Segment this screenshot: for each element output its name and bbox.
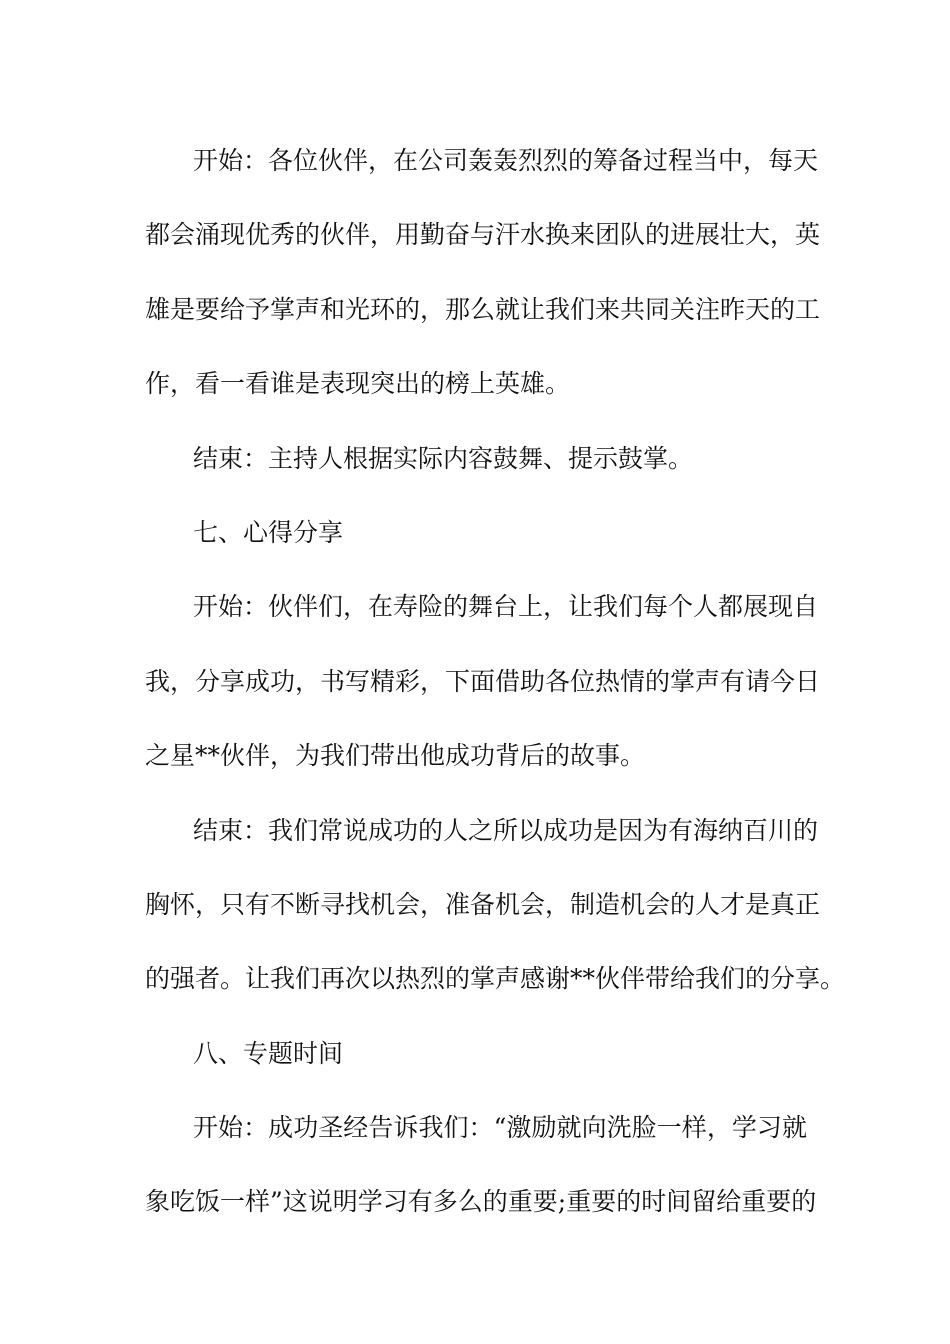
paragraph-line: 开始：各位伙伴，在公司轰轰烈烈的筹备过程当中，每天 (193, 146, 819, 175)
paragraph-line: 结束：主持人根据实际内容鼓舞、提示鼓掌。 (193, 443, 694, 473)
paragraph-line: 作，看一看谁是表现突出的榜上英雄。 (145, 369, 571, 399)
document-body (145, 124, 846, 1240)
paragraph-line: 开始：成功圣经告诉我们：“激励就向洗脸一样，学习就 (193, 1113, 807, 1143)
paragraph-line: 结束：我们常说成功的人之所以成功是因为有海纳百川的 (193, 815, 819, 845)
paragraph-line: 都会涌现优秀的伙伴，用勤奋与汗水换来团队的进展壮大，英 (145, 220, 821, 250)
paragraph-line: 我，分享成功，书写精彩，下面借助各位热情的掌声有请今日 (145, 666, 821, 696)
paragraph-line: 雄是要给予掌声和光环的，那么就让我们来共同关注昨天的工 (145, 294, 821, 324)
paragraph-line: 开始：伙伴们，在寿险的舞台上，让我们每个人都展现自 (193, 592, 819, 622)
section-heading: 七、心得分享 (193, 517, 344, 547)
paragraph-line: 之星**伙伴，为我们带出他成功背后的故事。 (145, 741, 646, 771)
paragraph-line: 胸怀，只有不断寻找机会，准备机会，制造机会的人才是真正 (145, 889, 821, 919)
section-heading: 八、专题时间 (193, 1038, 344, 1068)
paragraph-line: 象吃饭一样”这说明学习有多么的重要;重要的时间留给重要的 (145, 1187, 817, 1217)
paragraph-line: 的强者。让我们再次以热烈的掌声感谢**伙伴带给我们的分享。 (145, 964, 846, 994)
